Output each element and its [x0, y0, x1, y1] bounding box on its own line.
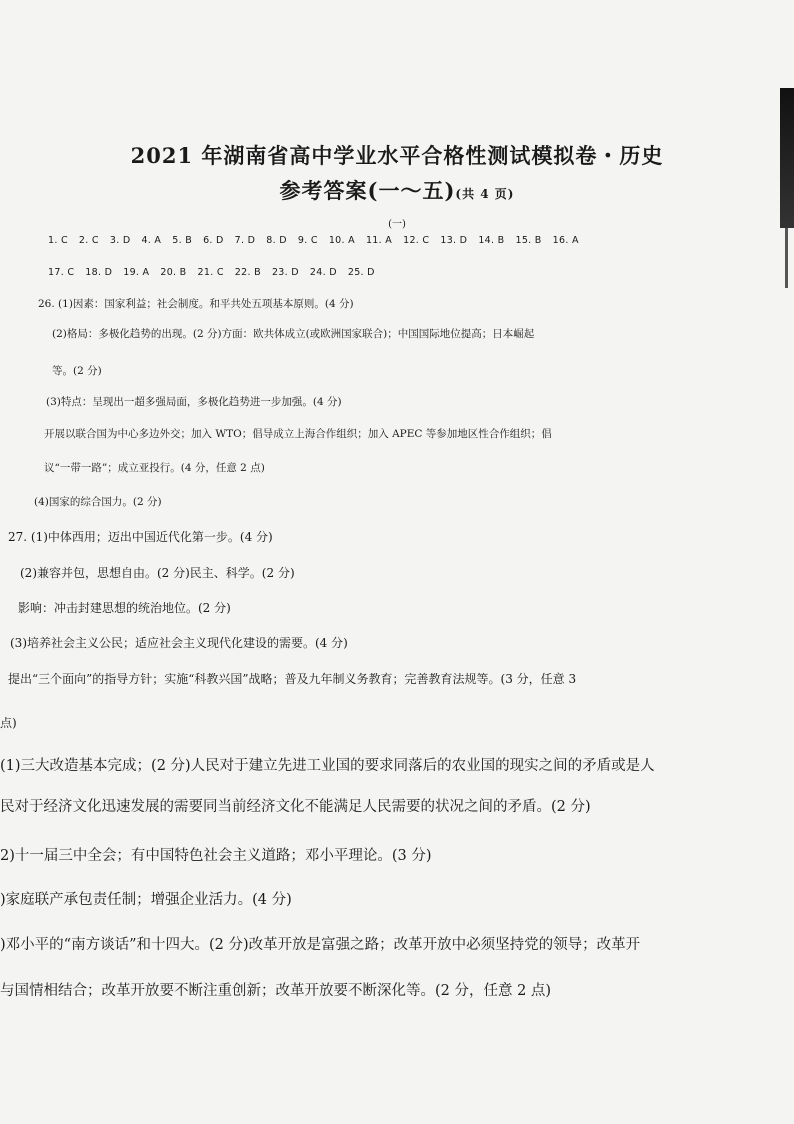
- answer-line: 2)十一届三中全会；有中国特色社会主义道路；邓小平理论。(3 分): [0, 848, 432, 864]
- answer-line: 提出“三个面向”的指导方针；实施“科教兴国”战略；普及九年制义务教育；完善教育法规等。(3 分，任意 3: [8, 672, 577, 686]
- answer-line: 点): [0, 716, 17, 730]
- answer-line: 27. (1)中体西用；迈出中国近代化第一步。(4 分): [8, 530, 273, 544]
- answer-line: (2)格局：多极化趋势的出现。(2 分)方面：欧共体成立(或欧洲国家联合)；中国国际地位提高；日本崛起: [52, 328, 535, 340]
- mc-answer: 10. A: [328, 235, 355, 246]
- section-label: (一): [388, 219, 406, 230]
- mc-answer: 2. C: [78, 235, 99, 246]
- mc-answer: 23. D: [271, 267, 299, 278]
- answer-line: )邓小平的“南方谈话”和十四大。(2 分)改革开放是富强之路；改革开放中必须坚持党的领导；改革开: [0, 937, 641, 953]
- mc-answer: 15. B: [515, 235, 542, 246]
- mc-answer: 20. B: [160, 267, 187, 278]
- answer-line: 26. (1)因素：国家利益；社会制度。和平共处五项基本原则。(4 分): [38, 298, 354, 310]
- answer-line: (3)特点：呈现出一超多强局面，多极化趋势进一步加强。(4 分): [46, 396, 342, 408]
- mc-answer: 12. C: [403, 235, 430, 246]
- answer-line: 议“一带一路”；成立亚投行。(4 分，任意 2 点): [44, 462, 265, 474]
- mc-answer: 4. A: [141, 235, 162, 246]
- mc-answer: 13. D: [440, 235, 468, 246]
- mc-answer: 6. D: [203, 235, 224, 246]
- answer-line: 开展以联合国为中心多边外交；加入 WTO；倡导成立上海合作组织；加入 APEC 等参加地区性合作组织；倡: [44, 428, 552, 440]
- mc-answer: 14. B: [478, 235, 505, 246]
- answer-line: 影响：冲击封建思想的统治地位。(2 分): [18, 601, 231, 615]
- mc-answer: 25. D: [347, 267, 375, 278]
- mc-answer: 7. D: [234, 235, 256, 246]
- answer-line: 与国情相结合；改革开放要不断注重创新；改革开放要不断深化等。(2 分，任意 2 点): [0, 983, 552, 999]
- document-subtitle: [0, 175, 794, 205]
- answer-line: (2)兼容并包，思想自由。(2 分)民主、科学。(2 分): [20, 566, 295, 580]
- mc-answer: 11. A: [365, 235, 393, 246]
- mc-answer: 17. C: [48, 267, 75, 278]
- mc-answer: 8. D: [266, 235, 287, 246]
- mc-answer: 9. C: [297, 235, 318, 246]
- document-title: 2021 年湖南省高中学业水平合格性测试模拟卷・历史: [130, 143, 664, 168]
- answer-line: 民对于经济文化迅速发展的需要同当前经济文化不能满足人民需要的状况之间的矛盾。(2 分): [0, 799, 591, 815]
- mc-answer: 24. D: [309, 267, 337, 278]
- mc-answer: 21. C: [197, 267, 224, 278]
- mc-answer: 5. B: [172, 235, 193, 246]
- mc-answers-row-2: [48, 267, 386, 278]
- mc-answer: 19. A: [123, 267, 150, 278]
- mc-answer: 16. A: [552, 235, 579, 246]
- mc-answer: 1. C: [48, 235, 68, 246]
- answer-line: (4)国家的综合国力。(2 分): [34, 496, 162, 508]
- answer-line: (3)培养社会主义公民；适应社会主义现代化建设的需要。(4 分): [10, 636, 348, 650]
- subtitle-text: 参考答案(一～五): [279, 178, 456, 203]
- answer-line: )家庭联产承包责任制；增强企业活力。(4 分): [0, 892, 292, 908]
- mc-answers-row-1: [48, 235, 590, 246]
- mc-answer: 3. D: [109, 235, 131, 246]
- mc-answer: 18. D: [85, 267, 113, 278]
- answer-line: 等。(2 分): [52, 365, 102, 377]
- scan-edge-mark-small: [785, 228, 788, 288]
- mc-answer: 22. B: [234, 267, 261, 278]
- answer-line: (1)三大改造基本完成；(2 分)人民对于建立先进工业国的要求同落后的农业国的现实之间的矛盾或是人: [0, 758, 655, 774]
- pages-note: (共 4 页): [455, 187, 515, 201]
